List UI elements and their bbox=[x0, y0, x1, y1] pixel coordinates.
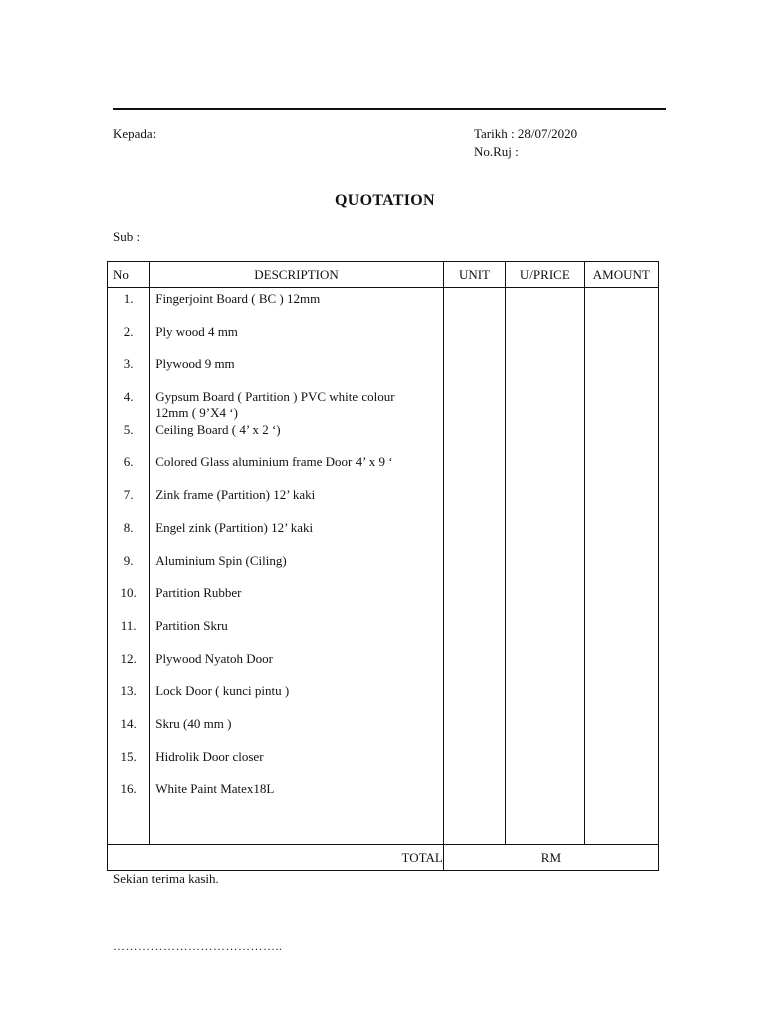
closing-text: Sekian terima kasih. bbox=[113, 871, 219, 886]
item-number: 4. bbox=[123, 389, 134, 405]
total-row bbox=[108, 845, 659, 871]
item-number: 11. bbox=[120, 617, 137, 633]
column-header-description: DESCRIPTION bbox=[150, 262, 444, 288]
item-description bbox=[150, 615, 443, 648]
item-description bbox=[150, 746, 443, 779]
column-header-amount: AMOUNT bbox=[584, 262, 658, 288]
item-description bbox=[150, 517, 443, 550]
item-description-column bbox=[150, 288, 444, 845]
item-description-line: Gypsum Board ( Partition ) PVC white colour bbox=[155, 389, 395, 405]
item-description bbox=[150, 484, 443, 517]
item-number-column bbox=[108, 288, 150, 845]
item-description-line: Plywood 9 mm bbox=[155, 356, 235, 372]
item-number: 6. bbox=[123, 454, 134, 470]
item-description-line: Partition Rubber bbox=[155, 585, 242, 601]
item-number: 5. bbox=[123, 421, 134, 437]
signature-line: ………………………………….. bbox=[113, 939, 283, 953]
item-description-line: Ceiling Board ( 4’ x 2 ‘) bbox=[155, 421, 281, 437]
total-label: TOTAL bbox=[108, 845, 444, 871]
item-description bbox=[150, 582, 443, 615]
item-description-line: Skru (40 mm ) bbox=[155, 715, 232, 731]
kepada-label: Kepada: bbox=[113, 126, 157, 141]
item-description bbox=[150, 713, 443, 746]
item-description bbox=[150, 353, 443, 386]
column-header-no: No bbox=[108, 262, 150, 288]
item-number: 8. bbox=[123, 519, 134, 535]
item-description bbox=[150, 648, 443, 681]
item-description bbox=[150, 321, 443, 354]
amount-column bbox=[584, 288, 658, 845]
item-description bbox=[150, 288, 443, 321]
item-number: 1. bbox=[123, 291, 134, 306]
item-number: 2. bbox=[123, 323, 134, 339]
no-ruj-label: No.Ruj : bbox=[474, 144, 519, 159]
uprice-column bbox=[506, 288, 584, 845]
sub-label: Sub : bbox=[113, 229, 141, 244]
column-header-unit: UNIT bbox=[443, 262, 505, 288]
item-number: 15. bbox=[120, 748, 137, 764]
table-body-row bbox=[108, 288, 659, 845]
item-description bbox=[150, 778, 443, 811]
item-description-line: Fingerjoint Board ( BC ) 12mm bbox=[155, 291, 321, 306]
item-description-line: Plywood Nyatoh Door bbox=[155, 650, 273, 666]
item-description-line: Zink frame (Partition) 12’ kaki bbox=[155, 487, 316, 503]
page-title: QUOTATION bbox=[335, 192, 435, 209]
column-header-uprice: U/PRICE bbox=[506, 262, 584, 288]
item-description bbox=[150, 451, 443, 484]
item-description-line: Ply wood 4 mm bbox=[155, 323, 238, 339]
item-description bbox=[150, 680, 443, 713]
item-description-line: Lock Door ( kunci pintu ) bbox=[155, 683, 290, 699]
item-number: 7. bbox=[123, 487, 134, 503]
item-description bbox=[150, 386, 443, 419]
top-rule bbox=[113, 108, 666, 110]
item-description-line: Hidrolik Door closer bbox=[155, 748, 264, 764]
item-number: 16. bbox=[120, 781, 137, 797]
table-header-row bbox=[108, 262, 659, 288]
item-number: 3. bbox=[123, 356, 134, 372]
tarikh-date: Tarikh : 28/07/2020 bbox=[474, 126, 578, 141]
item-description-line: Colored Glass aluminium frame Door 4’ x 9 ‘ bbox=[155, 454, 393, 470]
item-description-line: Aluminium Spin (Ciling) bbox=[155, 552, 287, 568]
item-number: 9. bbox=[123, 552, 134, 568]
item-description-line: White Paint Matex18L bbox=[155, 781, 275, 797]
item-number: 13. bbox=[120, 683, 137, 699]
item-description-line: Partition Skru bbox=[155, 617, 228, 633]
unit-column bbox=[443, 288, 505, 845]
quotation-table bbox=[107, 261, 659, 871]
item-number: 14. bbox=[120, 715, 137, 731]
total-value: RM bbox=[443, 845, 658, 871]
item-description bbox=[150, 419, 443, 452]
item-description bbox=[150, 550, 443, 583]
item-number: 12. bbox=[120, 650, 137, 666]
item-description-line: 12mm ( 9’X4 ‘) bbox=[155, 405, 238, 421]
item-number: 10. bbox=[120, 585, 137, 601]
item-description-line: Engel zink (Partition) 12’ kaki bbox=[155, 519, 314, 535]
